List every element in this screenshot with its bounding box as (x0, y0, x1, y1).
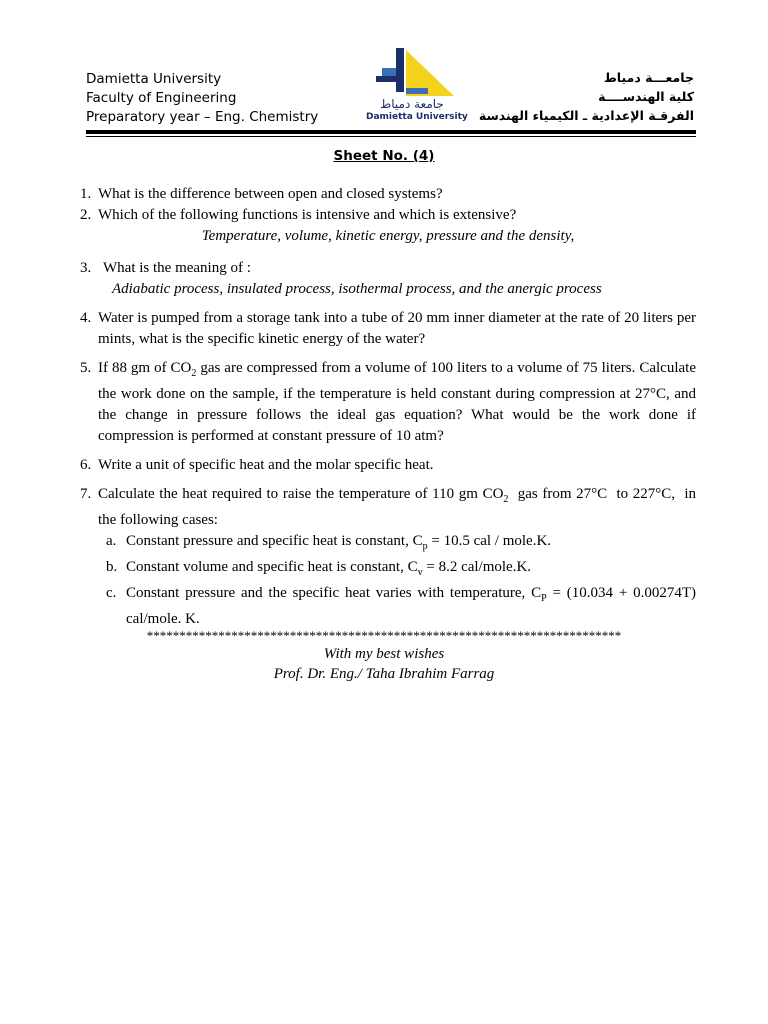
sub-question-text-part: Constant pressure and specific heat is constant, C (126, 533, 423, 549)
question-number: 5. (80, 360, 92, 376)
question-5 (80, 358, 696, 447)
sub-question-letter: b. (106, 559, 118, 575)
sub-question-letter: a. (106, 533, 117, 549)
question-text: Write a unit of specific heat and the molar specific heat. (98, 457, 434, 473)
question-2 (80, 205, 696, 226)
faculty-name: Faculty of Engineering (86, 90, 237, 106)
question-text (98, 484, 700, 531)
question-3 (80, 258, 696, 279)
separator-line: ************************************************************************* (146, 628, 622, 643)
logo-arabic-text: جامعة دمياط (380, 97, 444, 111)
question-text-part: If 88 gm of CO (98, 360, 192, 376)
question-2-detail: Temperature, volume, kinetic energy, pressure and the density, (201, 228, 575, 244)
question-number: 7. (80, 486, 92, 502)
subscript: 2 (503, 494, 509, 505)
closing-wishes: With my best wishes (323, 646, 445, 662)
subscript: P (541, 593, 547, 604)
sub-question-text-part: Constant volume and specific heat is constant, C (126, 559, 418, 575)
sub-question-text (126, 583, 696, 630)
header-rule-thick (86, 130, 696, 134)
header-rule-thin (86, 136, 696, 137)
question-number: 1. (80, 186, 92, 202)
faculty-name-arabic: كلية الهندســــة (598, 89, 694, 104)
question-4 (80, 308, 696, 350)
closing (0, 644, 768, 684)
university-name-arabic: جامعـــة دمياط (603, 70, 694, 85)
sub-question-text-part: = 8.2 cal/mole.K. (422, 559, 532, 575)
question-6 (80, 455, 696, 476)
question-body (98, 484, 700, 630)
question-7 (80, 484, 700, 630)
question-text: Water is pumped from a storage tank into a tube of 20 mm inner diameter at the rate of 20 liters per mints, what is the specific kinetic energy of the water? (98, 310, 696, 347)
sub-question-b (106, 557, 696, 583)
sub-question-text-part: = 10.5 cal / mole.K. (427, 533, 552, 549)
sub-question-text-part: = (10.034 + 0.00274T) cal/mole. K. (126, 585, 696, 627)
logo-caption: Damietta University (366, 112, 468, 122)
sub-question-text-part: Constant pressure and the specific heat varies with temperature, C (126, 585, 542, 601)
question-number: 6. (80, 457, 92, 473)
sheet-title (0, 148, 768, 164)
question-text: Which of the following functions is intensive and which is extensive? (98, 207, 517, 223)
university-name: Damietta University (86, 71, 222, 87)
course-name-arabic: الفرقـة الإعدادية ـ الكيمياء الهندسة (478, 108, 694, 123)
question-number: 3. (80, 260, 92, 276)
question-text-part: gas are compressed from a volume of 100 liters to a volume of 75 liters. Calculate the work done on the sample, if the temperature is held constant during compression at 27°C, and the change in pressure follows the ideal gas equation? What would be the work done if compression is performed at constant pressure of 10 atm? (98, 360, 696, 444)
question-number: 4. (80, 310, 92, 326)
sub-questions (98, 531, 696, 630)
sub-question-letter: c. (106, 585, 117, 601)
subscript: 2 (191, 368, 197, 379)
header-left (86, 70, 318, 127)
question-1 (80, 184, 696, 205)
sub-question-a (106, 531, 696, 557)
sub-question-text (126, 557, 696, 583)
question-text (98, 358, 696, 447)
question-3-detail: Adiabatic process, insulated process, isothermal process, and the anergic process (112, 281, 602, 297)
question-text: What is the difference between open and closed systems? (98, 186, 443, 202)
question-text-part: Calculate the heat required to raise the temperature of 110 gm CO (98, 486, 504, 502)
sheet-title-text: Sheet No. (4) (333, 148, 435, 164)
subscript: p (422, 541, 428, 552)
author-signature: Prof. Dr. Eng./ Taha Ibrahim Farrag (273, 666, 495, 682)
subscript: v (417, 567, 423, 578)
course-name: Preparatory year – Eng. Chemistry (86, 109, 319, 125)
header-right (479, 68, 694, 125)
question-text: What is the meaning of : (103, 260, 251, 276)
questions-list (80, 184, 700, 630)
question-number: 2. (80, 207, 92, 223)
sub-question-text (126, 531, 696, 557)
sub-question-c (106, 583, 696, 630)
question-text-part: gas from 27°C to 227°C, in the following cases: (98, 486, 700, 528)
